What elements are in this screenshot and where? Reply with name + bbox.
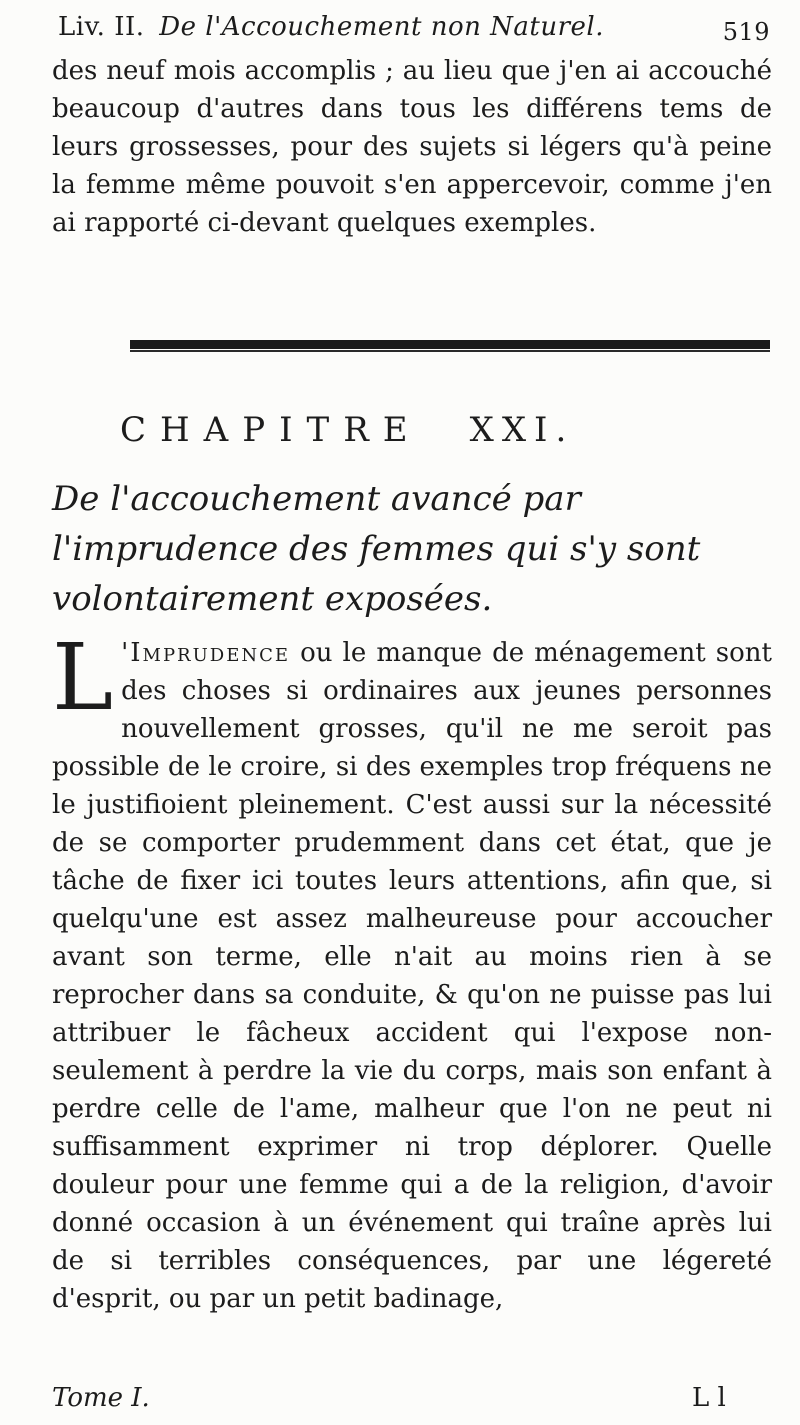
running-title: De l'Accouchement non Naturel. — [159, 12, 604, 42]
paragraph-continuation: des neuf mois accomplis ; au lieu que j'en ai accouché beaucoup d'autres dans tous les différens tems de leurs grossesses, pour des sujets si légers qu'à peine la femme même pouvoit s'en appercevoir, comme j'en ai rapporté ci-devant quelques exemples. — [52, 56, 772, 238]
chapter-divider-rule — [130, 340, 770, 349]
chapter-heading — [120, 410, 740, 450]
book-number: Liv. II. — [58, 12, 145, 42]
chapter-label: CHAPITRE — [120, 410, 422, 450]
running-head — [58, 12, 770, 52]
page-footer — [52, 1383, 772, 1419]
chapter-title: De l'accouchement avancé par l'imprudence des femmes qui s'y sont volontairement exposées. — [52, 479, 701, 619]
signature-mark: L l — [692, 1383, 726, 1413]
lead-word: 'Imprudence — [121, 638, 291, 668]
chapter-opening-paragraph — [52, 624, 772, 1318]
page-number: 519 — [722, 18, 770, 46]
drop-cap: L — [52, 624, 114, 731]
tome-label: Tome I. — [52, 1383, 150, 1413]
paragraph-text: ou le manque de ménagement sont des choses si ordinaires aux jeunes personnes nouvellement grosses, qu'il ne me seroit pas possible de le croire, si des exemples trop fréquens ne le justifioient pleinement. C'est aussi sur la nécessité de se comporter prudemment dans cet état, que je tâche de fixer ici toutes leurs attentions, afin que, si quelqu'une est assez malheureuse pour accoucher avant son terme, elle n'ait au moins rien à se reprocher dans sa conduite, & qu'on ne puisse pas lui attribuer le fâcheux accident qui l'expose non-seulement à perdre la vie du corps, mais son enfant à perdre celle de l'ame, malheur que l'on ne peut ni suffisamment exprimer ni trop déplorer. Quelle douleur pour une femme qui a de la religion, d'avoir donné occasion à un événement qui traîne après lui de si terribles conséquences, par une légereté d'esprit, ou par un petit badinage, — [52, 638, 772, 1314]
chapter-number: XXI. — [469, 410, 575, 450]
